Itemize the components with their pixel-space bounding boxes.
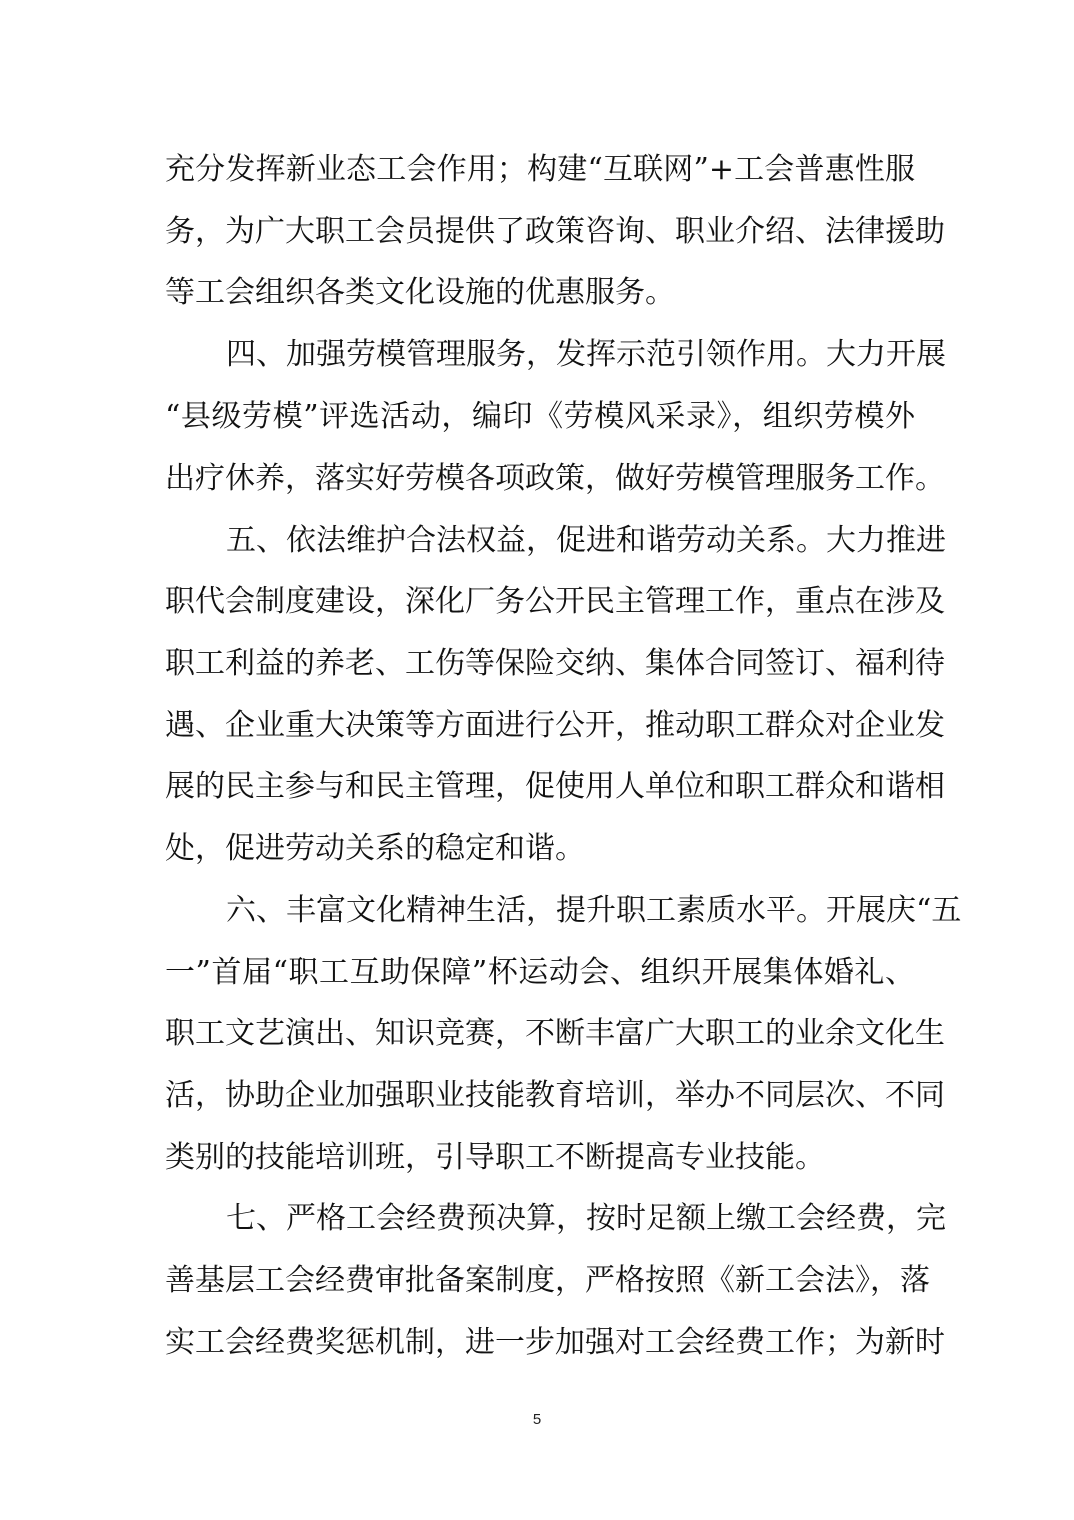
text-line: 遇、企业重大决策等方面进行公开，推动职工群众对企业发 <box>165 708 945 743</box>
section-heading-line: 六、丰富文化精神生活，提升职工素质水平。开展庆“五 <box>226 893 962 928</box>
section-heading-line: 七、严格工会经费预决算，按时足额上缴工会经费，完 <box>226 1201 946 1236</box>
text-line: “县级劳模”评选活动，编印《劳模风采录》，组织劳模外 <box>165 399 915 434</box>
text-line: 活，协助企业加强职业技能教育培训，举办不同层次、不同 <box>165 1078 945 1113</box>
section-heading-line: 五、依法维护合法权益，促进和谐劳动关系。大力推进 <box>226 523 946 558</box>
page-number: 5 <box>532 1411 542 1428</box>
text-line: 实工会经费奖惩机制，进一步加强对工会经费工作；为新时 <box>165 1325 945 1360</box>
text-line: 职工利益的养老、工伤等保险交纳、集体合同签订、福利待 <box>165 646 945 681</box>
text-line: 处，促进劳动关系的稳定和谐。 <box>165 831 585 866</box>
text-line: 等工会组织各类文化设施的优惠服务。 <box>165 275 675 310</box>
text-line: 充分发挥新业态工会作用；构建“互联网”+工会普惠性服 <box>165 152 915 187</box>
text-line: 务，为广大职工会员提供了政策咨询、职业介绍、法律援助 <box>165 214 945 249</box>
text-line: 职工文艺演出、知识竞赛，不断丰富广大职工的业余文化生 <box>165 1016 945 1051</box>
text-line: 善基层工会经费审批备案制度，严格按照《新工会法》，落 <box>165 1263 930 1298</box>
text-line: 职代会制度建设，深化厂务公开民主管理工作，重点在涉及 <box>165 584 945 619</box>
section-heading-line: 四、加强劳模管理服务，发挥示范引领作用。大力开展 <box>226 337 946 372</box>
text-line: 一”首届“职工互助保障”杯运动会、组织开展集体婚礼、 <box>165 955 915 990</box>
text-line: 展的民主参与和民主管理，促使用人单位和职工群众和谐相 <box>165 769 945 804</box>
text-line: 出疗休养，落实好劳模各项政策，做好劳模管理服务工作。 <box>165 461 945 496</box>
text-line: 类别的技能培训班，引导职工不断提高专业技能。 <box>165 1140 825 1175</box>
